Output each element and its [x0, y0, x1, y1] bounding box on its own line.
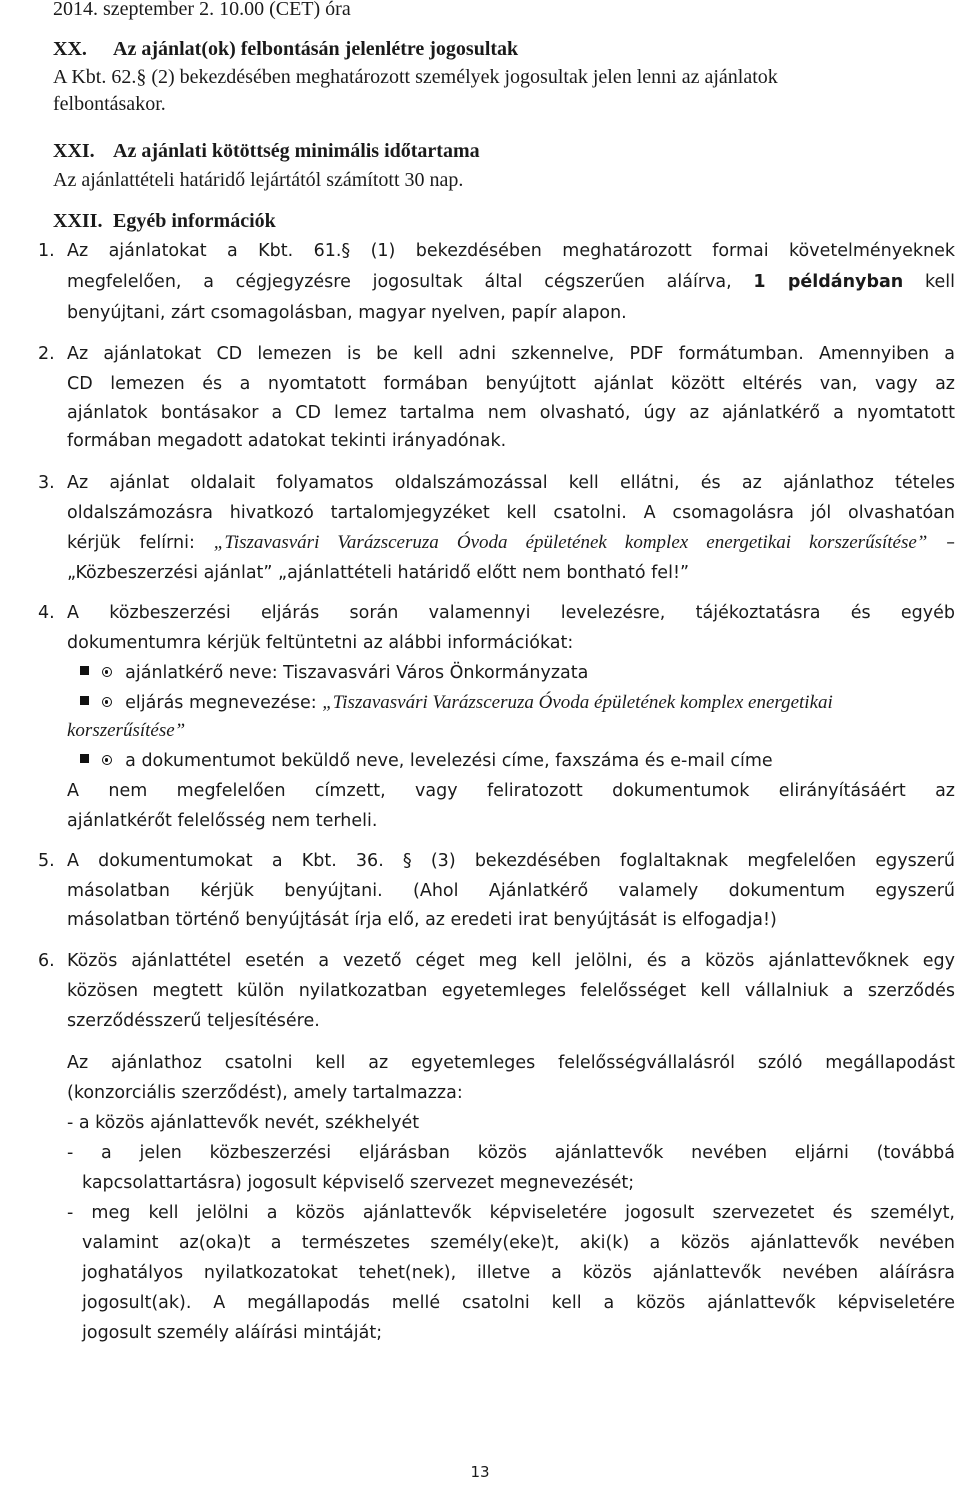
page-number: 13	[470, 1463, 490, 1481]
dash-list-item: - a közös ajánlattevők nevét, székhelyét	[67, 1113, 420, 1133]
body-line: Az ajánlat oldalait folyamatos oldalszámozással kell ellátni, és az ajánlathoz tételes	[67, 473, 955, 493]
date-line: 2014. szeptember 2. 10.00 (CET) óra	[53, 0, 351, 20]
body-line: ajánlatok bontásakor a CD lemez tartalma nem olvasható, úgy az ajánlatkérő a nyomtatott	[67, 403, 955, 423]
bold-text: 1 példányban	[753, 272, 904, 292]
list-item-continuation: korszerűsítése”	[67, 720, 186, 741]
item-number: 6.	[38, 951, 55, 971]
body-line	[67, 269, 955, 295]
square-bullet-icon	[80, 666, 89, 675]
dash-list-item: - meg kell jelölni a közös ajánlattevők képviseletére jogosult szervezetet és személyt,	[67, 1203, 955, 1223]
dash-list-continuation: jogosult személy aláírási mintáját;	[82, 1323, 383, 1343]
list-item-text: eljárás megnevezése:	[125, 693, 317, 713]
item-number: 5.	[38, 851, 55, 871]
body-line: szerződésszerű teljesítésére.	[67, 1011, 320, 1031]
section-number: XXII.	[53, 210, 103, 232]
body-line: dokumentumra kérjük feltüntetni az alábbi információkat:	[67, 633, 574, 653]
square-bullet-icon	[80, 696, 89, 705]
section-title: Egyéb információk	[113, 210, 276, 232]
body-line: oldalszámozásra hivatkozó tartalomjegyzéket kell csatolni. A csomagolásra jól olvashatóan	[67, 503, 955, 523]
dash-list-continuation: joghatályos nyilatkozatokat tehet(nek), illetve a közös ajánlattevők nevében aláírásra	[82, 1263, 955, 1283]
dash-list-continuation: kapcsolattartásra) jogosult képviselő szervezet megnevezését;	[82, 1173, 635, 1193]
body-line: Az ajánlatokat CD lemezen is be kell adni szkennelve, PDF formátumban. Amennyiben a	[67, 344, 955, 364]
list-item-text: ajánlatkérő neve: Tiszavasvári Város Önkormányzata	[125, 663, 589, 683]
body-line: A közbeszerzési eljárás során valamennyi levelezésre, tájékoztatásra és egyéb	[67, 603, 955, 623]
circle-bullet-icon	[102, 755, 112, 765]
body-line: Az ajánlathoz csatolni kell az egyetemleges felelősségvállalásról szóló megállapodást	[67, 1053, 955, 1073]
body-line: Az ajánlattételi határidő lejártától számított 30 nap.	[53, 169, 464, 191]
italic-text: „Tiszavasvári Varázsceruza Óvoda épületének komplex energetikai korszerűsítése”	[213, 532, 928, 553]
circle-bullet-icon	[102, 697, 112, 707]
body-line: Az ajánlatokat a Kbt. 61.§ (1) bekezdésében meghatározott formai követelményeknek	[67, 241, 955, 261]
item-number: 3.	[38, 473, 55, 493]
dash-list-continuation: jogosult(ak). A megállapodás mellé csatolni kell a közös ajánlattevők képviseletére	[82, 1293, 955, 1313]
item-number: 2.	[38, 344, 55, 364]
list-item	[80, 690, 955, 716]
section-title: Az ajánlat(ok) felbontásán jelenlétre jogosultak	[113, 38, 519, 60]
square-bullet-icon	[80, 754, 89, 763]
body-line: A Kbt. 62.§ (2) bekezdésében meghatározott személyek jogosultak jelen lenni az ajánlatok	[53, 66, 778, 88]
dash-list-item: - a jelen közbeszerzési eljárásban közös ajánlattevők nevében eljárni (továbbá	[67, 1143, 955, 1163]
body-line: közösen megtett külön nyilatkozatban egyetemleges felelősséget kell vállalniuk a szerződés	[67, 981, 955, 1001]
body-line: A dokumentumokat a Kbt. 36. § (3) bekezdésében foglaltaknak megfelelően egyszerű	[67, 851, 955, 871]
body-line: A nem megfelelően címzett, vagy feliratozott dokumentumok elirányításáért az	[67, 781, 955, 801]
dash-text: –	[946, 533, 955, 553]
list-item-text: a dokumentumot beküldő neve, levelezési címe, faxszáma és e-mail címe	[125, 751, 773, 771]
body-line: „Közbeszerzési ajánlat” „ajánlattételi határidő előtt nem bontható fel!”	[67, 563, 690, 583]
body-line: Közös ajánlattétel esetén a vezető céget meg kell jelölni, és a közös ajánlattevőknek egy	[67, 951, 955, 971]
body-line: másolatban történő benyújtását írja elő, az eredeti irat benyújtását is elfogadja!)	[67, 910, 777, 930]
list-item	[80, 748, 773, 774]
section-number: XX.	[53, 38, 87, 60]
section-number: XXI.	[53, 140, 95, 162]
list-item	[80, 660, 588, 686]
dash-list-continuation: valamint az(oka)t a természetes személy(eke)t, aki(k) a közös ajánlattevők nevében	[82, 1233, 955, 1253]
section-title: Az ajánlati kötöttség minimális időtartama	[113, 140, 480, 162]
body-line: ajánlatkérőt felelősség nem terheli.	[67, 811, 378, 831]
body-text: kérjük felírni:	[67, 533, 195, 553]
body-text: kell	[924, 272, 955, 292]
item-number: 4.	[38, 603, 55, 623]
body-line	[67, 530, 955, 556]
italic-text: „Tiszavasvári Varázsceruza Óvoda épületének komplex energetikai	[322, 692, 833, 713]
body-line: felbontásakor.	[53, 93, 166, 115]
body-line: másolatban kérjük benyújtani. (Ahol Ajánlatkérő valamely dokumentum egyszerű	[67, 881, 955, 901]
body-line: formában megadott adatokat tekinti irányadónak.	[67, 431, 507, 451]
item-number: 1.	[38, 241, 55, 261]
body-text: megfelelően, a cégjegyzésre jogosultak által cégszerűen aláírva,	[67, 272, 732, 292]
body-line: benyújtani, zárt csomagolásban, magyar nyelven, papír alapon.	[67, 303, 627, 323]
body-line: (konzorciális szerződést), amely tartalmazza:	[67, 1083, 463, 1103]
circle-bullet-icon	[102, 667, 112, 677]
body-line: CD lemezen és a nyomtatott formában benyújtott ajánlat között eltérés van, vagy az	[67, 374, 955, 394]
